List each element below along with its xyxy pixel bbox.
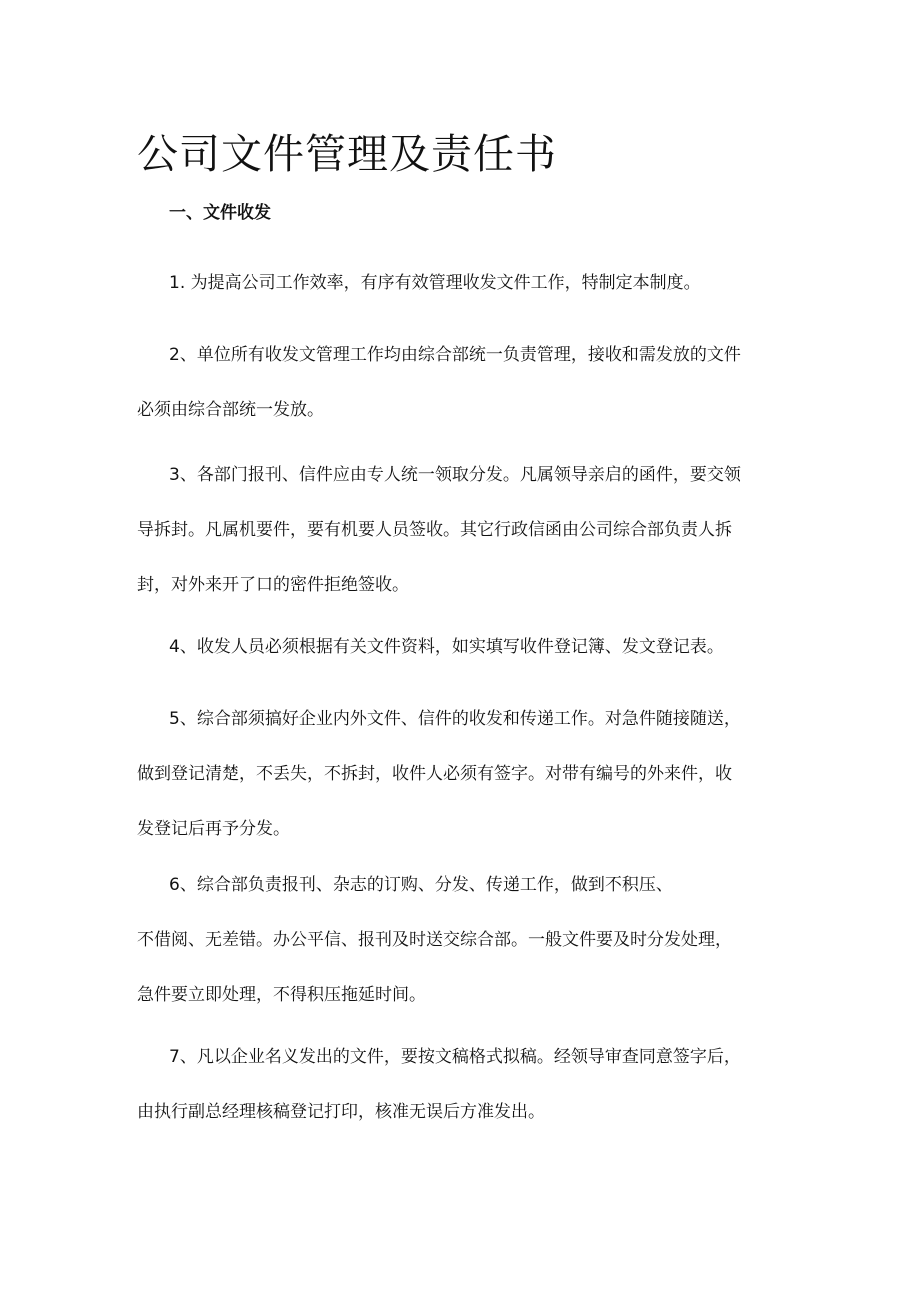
paragraph-line: 6、综合部负责报刊、杂志的订购、分发、传递工作，做到不积压、 <box>169 875 673 895</box>
paragraph-line: 必须由综合部统一发放。 <box>137 400 324 420</box>
paragraph-line: 7、凡以企业名义发出的文件，要按文稿格式拟稿。经领导审查同意签字后， <box>169 1047 741 1067</box>
paragraph-line: 做到登记清楚，不丢失，不拆封，收件人必须有签字。对带有编号的外来件，收 <box>137 764 732 784</box>
paragraph-line: 2、单位所有收发文管理工作均由综合部统一负责管理，接收和需发放的文件 <box>169 345 741 365</box>
paragraph-line: 发登记后再予分发。 <box>137 819 290 839</box>
paragraph-5 <box>137 692 797 857</box>
paragraph-4 <box>137 620 797 675</box>
paragraph-line: 3、各部门报刊、信件应由专人统一领取分发。凡属领导亲启的函件，要交领 <box>169 465 741 485</box>
paragraph-line: 不借阅、无差错。办公平信、报刊及时送交综合部。一般文件要及时分发处理， <box>137 930 732 950</box>
paragraph-line: 由执行副总经理核稿登记打印，核准无误后方准发出。 <box>137 1102 545 1122</box>
paragraph-6 <box>137 858 797 1023</box>
paragraph-line: 5、综合部须搞好企业内外文件、信件的收发和传递工作。对急件随接随送， <box>169 709 741 729</box>
paragraph-line: 4、收发人员必须根据有关文件资料，如实填写收件登记簿、发文登记表。 <box>169 637 724 657</box>
paragraph-line: 封，对外来开了口的密件拒绝签收。 <box>137 575 409 595</box>
paragraph-2 <box>137 328 797 438</box>
paragraph-line: 1. 为提高公司工作效率，有序有效管理收发文件工作，特制定本制度。 <box>169 273 701 293</box>
paragraph-3 <box>137 448 797 613</box>
paragraph-line: 急件要立即处理，不得积压拖延时间。 <box>137 985 426 1005</box>
paragraph-line: 导拆封。凡属机要件，要有机要人员签收。其它行政信函由公司综合部负责人拆 <box>137 520 732 540</box>
paragraph-7 <box>137 1030 797 1140</box>
section-heading: 一、文件收发 <box>169 203 271 223</box>
document-title: 公司文件管理及责任书 <box>137 130 557 178</box>
paragraph-1 <box>137 256 797 311</box>
